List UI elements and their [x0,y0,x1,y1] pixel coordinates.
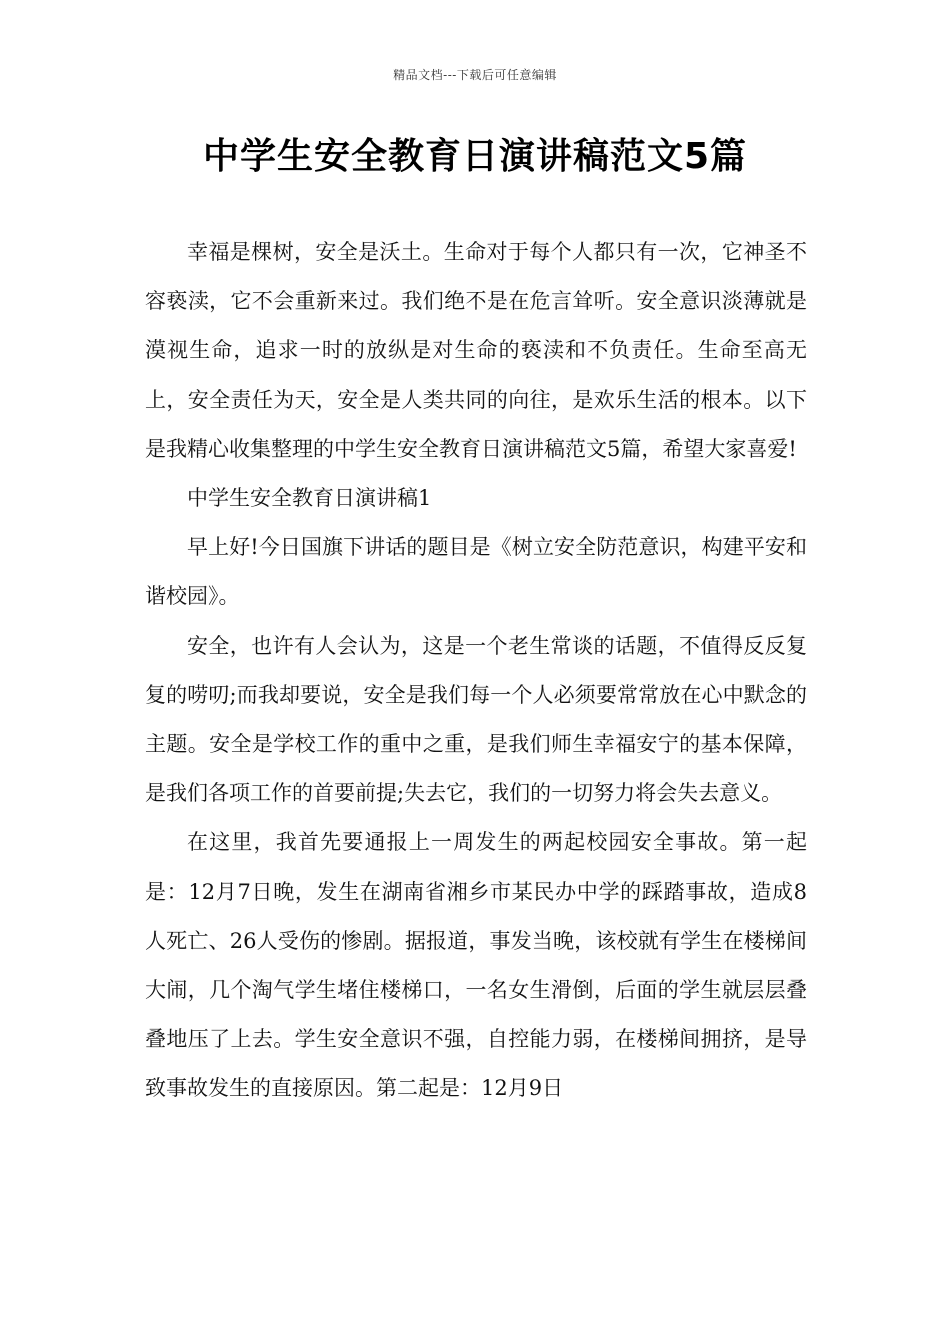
body-paragraph: 安全，也许有人会认为，这是一个老生常谈的话题，不值得反反复复的唠叨;而我却要说，安全是我们每一个人必须要常常放在心中默念的主题。安全是学校工作的重中之重，是我们师生幸福安宁的基本保障，是我们各项工作的首要前提;失去它，我们的一切努力将会失去意义。 [145,633,807,806]
body-paragraph: 在这里，我首先要通报上一周发生的两起校园安全事故。第一起是：12月7日晚，发生在湖南省湘乡市某民办中学的踩踏事故，造成8人死亡、26人受伤的惨剧。据报道，事发当晚，该校就有学生在楼梯间大闹，几个淘气学生堵住楼梯口，一名女生滑倒，后面的学生就层层叠叠地压了上去。学生安全意识不强，自控能力弱，在楼梯间拥挤，是导致事故发生的直接原因。第二起是：12月9日 [145,830,807,1101]
header-note: 精品文档---下载后可任意编辑 [393,68,557,82]
section-heading: 中学生安全教育日演讲稿1 [187,486,432,511]
intro-paragraph: 幸福是棵树，安全是沃土。生命对于每个人都只有一次，它神圣不容亵渎，它不会重新来过。我们绝不是在危言耸听。安全意识淡薄就是漠视生命，追求一时的放纵是对生命的亵渎和不负责任。生命至高无上，安全责任为天，安全是人类共同的向往，是欢乐生活的根本。以下是我精心收集整理的中学生安全教育日演讲稿范文5篇，希望大家喜爱! [145,240,807,461]
document-body [145,228,807,1114]
document-title: 中学生安全教育日演讲稿范文5篇 [202,136,748,177]
body-paragraph: 早上好!今日国旗下讲话的题目是《树立安全防范意识，构建平安和谐校园》。 [145,535,807,609]
